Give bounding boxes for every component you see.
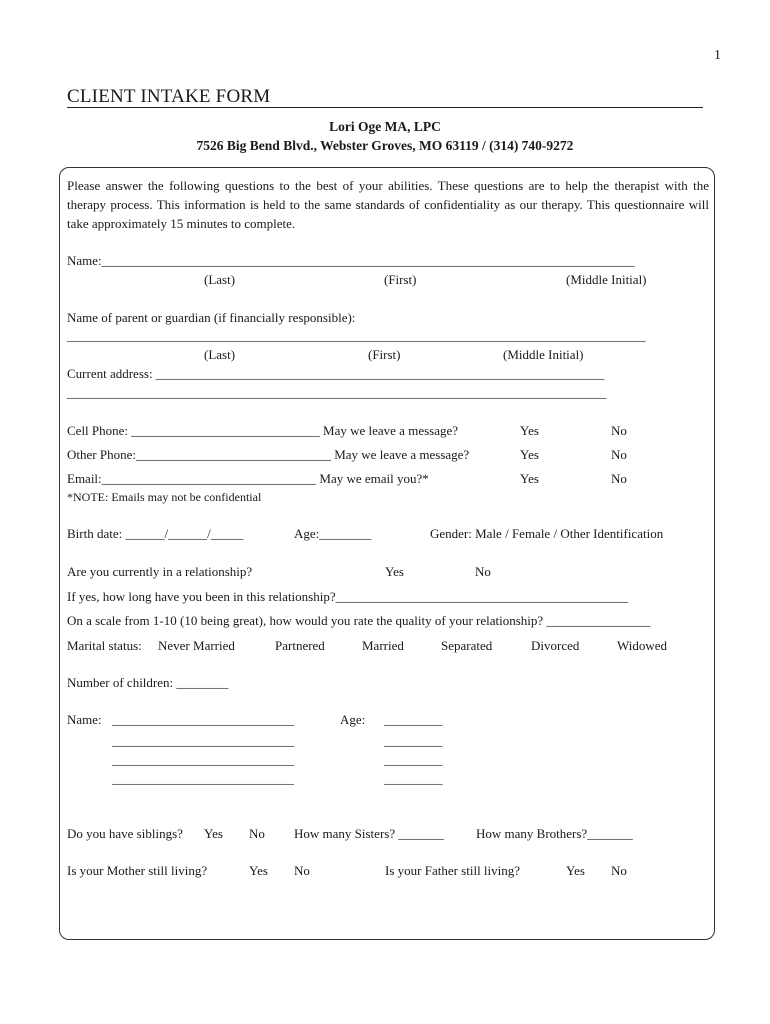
age-field[interactable]: Age:________	[294, 526, 372, 541]
mother-living-question: Is your Mother still living?	[67, 863, 208, 878]
father-living-yes[interactable]: Yes	[566, 863, 585, 878]
relationship-scale-field[interactable]: On a scale from 1-10 (10 being great), how would you rate the quality of your relationship? ________________	[67, 613, 651, 628]
marital-widowed[interactable]: Widowed	[617, 638, 668, 653]
guardian-first-caption: (First)	[368, 347, 401, 362]
child-name-field[interactable]: ____________________________	[112, 752, 294, 767]
title-underline	[67, 107, 703, 108]
guardian-middle-caption: (Middle Initial)	[503, 347, 584, 362]
cell-message-yes[interactable]: Yes	[520, 423, 539, 438]
address-field-line2[interactable]: ___________________________________________________________________________________	[67, 385, 607, 400]
form-title: CLIENT INTAKE FORM	[67, 86, 271, 107]
siblings-no[interactable]: No	[249, 826, 265, 841]
marital-partnered[interactable]: Partnered	[275, 638, 325, 653]
marital-status-label: Marital status:	[67, 638, 142, 653]
guardian-label: Name of parent or guardian (if financially responsible):	[67, 310, 356, 325]
name-field[interactable]: Name:__________________________________________________________________________________	[67, 253, 635, 268]
child-age-field[interactable]: _________	[384, 733, 443, 748]
address-field[interactable]: Current address: _____________________________________________________________________	[67, 366, 605, 381]
child-name-label: Name:	[67, 712, 102, 727]
gender-field[interactable]: Gender: Male / Female / Other Identification	[430, 526, 664, 541]
relationship-question: Are you currently in a relationship?	[67, 564, 253, 579]
intro-text: Please answer the following questions to the best of your abilities. These questions are to help the therapist with the therapy process. This information is held to the same standards of confidentiality as our therapy. This questionnaire will take approximately 15 minutes to complete.	[67, 178, 709, 231]
name-last-caption: (Last)	[204, 272, 236, 287]
marital-divorced[interactable]: Divorced	[531, 638, 580, 653]
mother-living-yes[interactable]: Yes	[249, 863, 268, 878]
child-age-field[interactable]: _________	[384, 771, 443, 786]
child-age-field[interactable]: _________	[384, 752, 443, 767]
relationship-yes[interactable]: Yes	[385, 564, 404, 579]
guardian-last-caption: (Last)	[204, 347, 236, 362]
child-name-field[interactable]: ____________________________	[112, 712, 294, 727]
provider-contact: 7526 Big Bend Blvd., Webster Groves, MO 63119 / (314) 740-9272	[196, 138, 574, 153]
marital-married[interactable]: Married	[362, 638, 404, 653]
child-age-field[interactable]: _________	[384, 712, 443, 727]
child-age-label: Age:	[340, 712, 366, 727]
other-message-no[interactable]: No	[611, 447, 627, 462]
email-field[interactable]: Email:_________________________________ May we email you?*	[67, 471, 429, 486]
marital-separated[interactable]: Separated	[441, 638, 493, 653]
page-number: 1	[714, 48, 721, 63]
siblings-question: Do you have siblings?	[67, 826, 183, 841]
father-living-no[interactable]: No	[611, 863, 627, 878]
other-phone-field[interactable]: Other Phone:______________________________ May we leave a message?	[67, 447, 470, 462]
cell-message-no[interactable]: No	[611, 423, 627, 438]
cell-phone-field[interactable]: Cell Phone: _____________________________ May we leave a message?	[67, 423, 459, 438]
child-name-field[interactable]: ____________________________	[112, 733, 294, 748]
name-middle-caption: (Middle Initial)	[566, 272, 647, 287]
sisters-count-field[interactable]: How many Sisters? _______	[294, 826, 444, 841]
mother-living-no[interactable]: No	[294, 863, 310, 878]
email-note: *NOTE: Emails may not be confidential	[67, 490, 262, 504]
child-name-field[interactable]: ____________________________	[112, 771, 294, 786]
email-consent-no[interactable]: No	[611, 471, 627, 486]
relationship-length-field[interactable]: If yes, how long have you been in this relationship?_____________________________________________	[67, 589, 629, 604]
siblings-yes[interactable]: Yes	[204, 826, 223, 841]
children-count-field[interactable]: Number of children: ________	[67, 675, 229, 690]
relationship-no[interactable]: No	[475, 564, 491, 579]
provider-name: Lori Oge MA, LPC	[329, 119, 441, 134]
guardian-field[interactable]: _________________________________________________________________________________________	[67, 328, 646, 343]
brothers-count-field[interactable]: How many Brothers?_______	[476, 826, 633, 841]
marital-never-married[interactable]: Never Married	[158, 638, 235, 653]
email-consent-yes[interactable]: Yes	[520, 471, 539, 486]
birth-date-field[interactable]: Birth date: ______/______/_____	[67, 526, 244, 541]
father-living-question: Is your Father still living?	[385, 863, 521, 878]
other-message-yes[interactable]: Yes	[520, 447, 539, 462]
name-first-caption: (First)	[384, 272, 417, 287]
